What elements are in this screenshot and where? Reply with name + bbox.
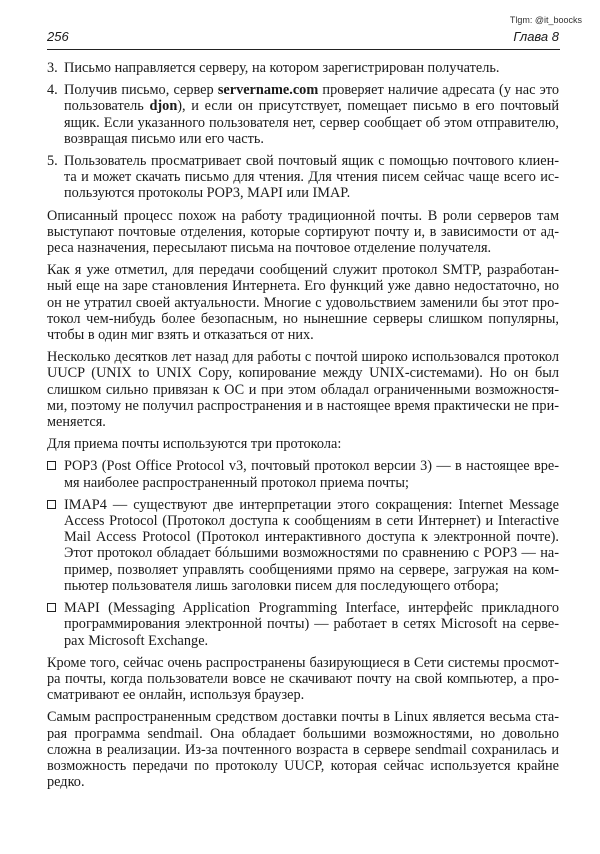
- text-line: [47, 349, 559, 365]
- text-line: [47, 382, 559, 398]
- text-line: [47, 414, 559, 430]
- bold-term: servername.com: [217, 82, 319, 99]
- text-line: [47, 327, 559, 343]
- text: токол чем-нибудь более безопасным, но нынешние серверы слишком популярны,: [47, 310, 559, 327]
- text-line: [47, 671, 559, 687]
- paragraph: [47, 709, 559, 790]
- text-line: [64, 98, 559, 114]
- text: мя наиболее распространенный протокол приема почты;: [64, 474, 409, 491]
- text: Access Protocol (Протокол доступа к сообщениям в сети Интернет) и Interactive: [64, 513, 559, 530]
- text: редко.: [47, 774, 85, 791]
- text: сматривают ее онлайн, используя браузер.: [47, 687, 305, 704]
- text: Несколько десятков лет назад для работы с почтой широко использовался протокол: [47, 349, 559, 366]
- text: Пользователь просматривает свой почтовый ящик с помощью почтового клиен-: [64, 153, 559, 170]
- text: POP3 (Post Office Protocol v3, почтовый протокол версии 3) — в настоящее вре-: [64, 458, 559, 475]
- paragraph: [47, 262, 559, 343]
- running-header: [47, 29, 559, 47]
- text: слишком сильно привязан к ОС и при этом обладал ограниченными возможностя-: [47, 381, 559, 398]
- text: пример, позволяет управлять сообщениями прямо на сервере, загружая на ком-: [64, 561, 559, 578]
- watermark: Tlgm: @it_boocks: [509, 15, 582, 25]
- text-line: [64, 562, 559, 578]
- text: UUCP (UNIX to UNIX Copy, копирование между UNIX-системами). Но он был: [47, 365, 559, 382]
- text: ный еще на заре становления Интернета. Его функций уже давно недостаточно, но: [47, 278, 559, 295]
- text: пользуются протоколы POP3, MAPI или IMAP.: [64, 185, 351, 202]
- text: IMAP4 — существуют две интерпретации этого сокращения: Internet Message: [64, 496, 559, 513]
- text-line: [47, 398, 559, 414]
- text-line: [64, 475, 559, 491]
- text-line: [64, 545, 559, 561]
- text: Получив письмо, сервер: [64, 82, 218, 99]
- text-line: [64, 633, 559, 649]
- numbered-item: [47, 60, 559, 76]
- paragraph: [47, 436, 559, 452]
- text: пользователь: [64, 98, 150, 115]
- text: выступают почтовые отделения, которые сортируют почту и, в зависимости от ад-: [47, 223, 559, 240]
- bullet-item: [47, 497, 559, 594]
- text-line: [64, 458, 559, 474]
- text-line: [47, 295, 559, 311]
- text: ), и если он присутствует, помещает письмо в его почтовый: [177, 98, 559, 115]
- text: Самым распространенным средством доставки почты в Linux является весьма ста-: [47, 709, 559, 726]
- text: Кроме того, сейчас очень распространены базирующиеся в Сети системы просмот-: [47, 654, 559, 671]
- text: возможность передачи по протоколу UUCP, которая сейчас используется крайне: [47, 757, 559, 774]
- text-line: [64, 600, 559, 616]
- text-line: [64, 82, 559, 98]
- text: та и может скачать письмо для чтения. Для чтения писем сейчас чаще всего ис-: [64, 169, 559, 186]
- text-line: [64, 497, 559, 513]
- chapter-title: Глава 8: [513, 29, 559, 44]
- text: он не утратил своей актуальности. Многие с удовольствием заменили бы этот про-: [47, 294, 559, 311]
- text: пьютер пользователя лишь заголовки писем для последующего отбора;: [64, 577, 499, 594]
- text: Mail Access Protocol (Протокол интерактивного доступа к электронной почте).: [64, 529, 559, 546]
- text-line: [64, 115, 559, 131]
- header-rule: [47, 49, 560, 50]
- text: меняется.: [47, 414, 106, 431]
- text-line: [64, 616, 559, 632]
- text-line: [47, 224, 559, 240]
- text-line: [47, 208, 559, 224]
- page-number: 256: [47, 29, 69, 44]
- text-line: [64, 529, 559, 545]
- text: Для приема почты используются три протокола:: [47, 436, 342, 453]
- text: проверяет наличие адресата (у нас это: [318, 82, 560, 99]
- text-line: [47, 709, 559, 725]
- text-line: [47, 774, 559, 790]
- text-line: [47, 240, 559, 256]
- text: ра почты, когда пользователи вовсе не скачивают почту на свой компьютер, а про-: [47, 670, 559, 687]
- paragraph: [47, 208, 559, 257]
- page-body: [47, 60, 559, 796]
- text-line: [47, 262, 559, 278]
- bullet-item: [47, 600, 559, 649]
- numbered-item: [47, 153, 559, 202]
- text: чтобы в один миг взять и отказаться от них.: [47, 327, 314, 344]
- text: возвращая письмо или его часть.: [64, 130, 264, 147]
- text: Письмо направляется серверу, на котором зарегистрирован получатель.: [64, 60, 500, 76]
- item-number: 4.: [47, 82, 58, 99]
- text: рах Microsoft Exchange.: [64, 632, 209, 649]
- text-line: [47, 278, 559, 294]
- text: Этот протокол обладает бóльшими возможностями по сравнению с POP3 — на-: [64, 545, 559, 562]
- text-line: [64, 513, 559, 529]
- text-line: [64, 578, 559, 594]
- checkbox-bullet-icon: [47, 600, 56, 616]
- text: Описанный процесс похож на работу традиционной почты. В роли серверов там: [47, 207, 559, 224]
- text-line: [47, 311, 559, 327]
- text: ми, поэтому не получил распространения и в настоящее время практически не при-: [47, 397, 559, 414]
- item-number: 3.: [47, 60, 58, 76]
- checkbox-bullet-icon: [47, 458, 56, 474]
- bullet-item: [47, 458, 559, 490]
- text: рая программа sendmail. Она обладает большими возможностями, но довольно: [47, 725, 559, 742]
- text-line: [47, 726, 559, 742]
- text: реса назначения, пересылают письма на почтовое отделение получателя.: [47, 240, 492, 257]
- text-line: [47, 436, 559, 452]
- paragraph: [47, 349, 559, 430]
- text: MAPI (Messaging Application Programming Interface, интерфейс прикладного: [64, 600, 559, 617]
- numbered-item: [47, 82, 559, 147]
- text-line: [47, 742, 559, 758]
- text-line: [47, 687, 559, 703]
- text-line: [47, 655, 559, 671]
- text-line: [47, 365, 559, 381]
- text: ящик. Если указанного пользователя нет, сервер сообщает об этом отправителю,: [64, 114, 559, 131]
- text-line: [47, 758, 559, 774]
- bold-term: djon: [149, 98, 178, 115]
- text-line: [64, 153, 559, 169]
- text-line: [64, 185, 559, 201]
- text: Как я уже отметил, для передачи сообщений служит протокол SMTP, разработан-: [47, 262, 559, 279]
- paragraph: [47, 655, 559, 704]
- text: программирования электронной почты) — работает в сетях Microsoft на серве-: [64, 616, 559, 633]
- text: сложна в реализации. Из-за почтенного возраста в сервере sendmail сохранилась и: [47, 741, 559, 758]
- text-line: [64, 131, 559, 147]
- item-number: 5.: [47, 153, 58, 170]
- text-line: [64, 60, 559, 76]
- text-line: [64, 169, 559, 185]
- checkbox-bullet-icon: [47, 497, 56, 513]
